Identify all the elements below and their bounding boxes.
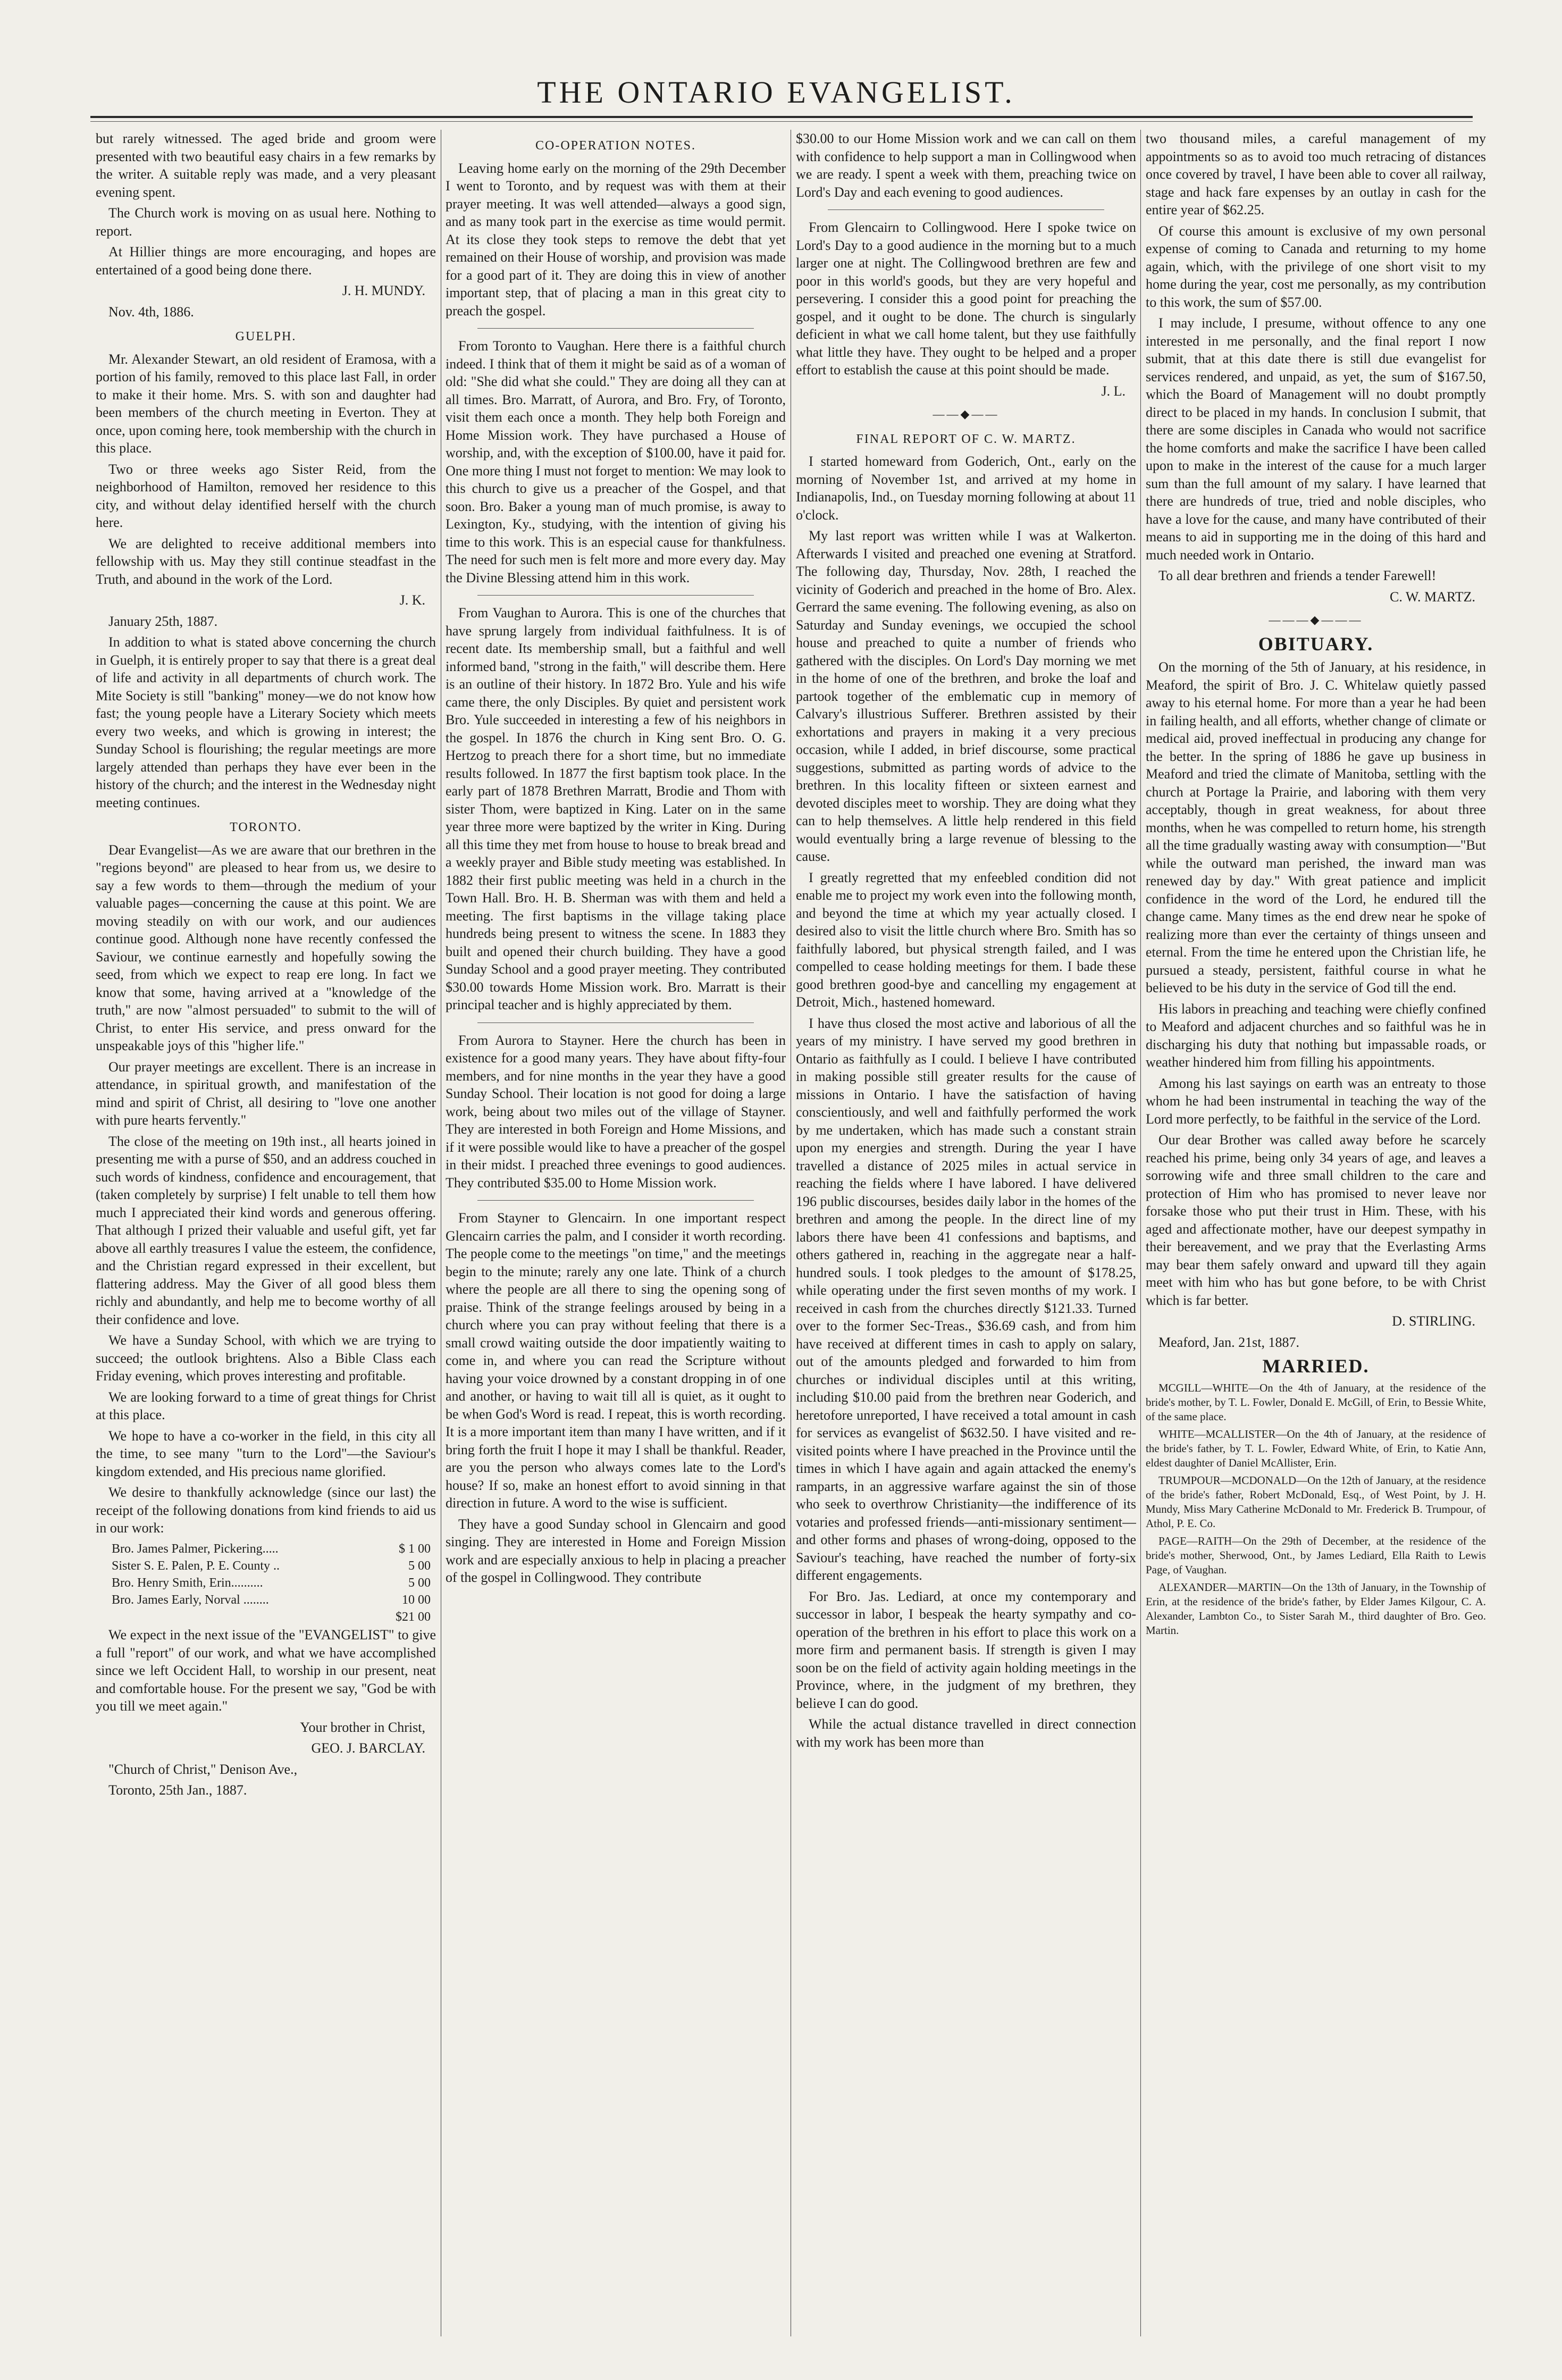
- paragraph: I have thus closed the most active and laborious of all the years of my ministry. I have served my good brethren in Ontario as faithfully as I could. I believe I have contributed in making possible still greater results for the cause of missions in Ontario. I have the satisfaction of having conscientiously, and well and faithfully performed the work by me undertaken, which has made such a constant strain upon my energies and strength. During the year I have travelled a distance of 2025 miles in actual service in reaching the fields where I have labored. I have delivered 196 public discourses, besides daily labor in the homes of the brethren and among the people. In the direct line of my labors there have been 41 confessions and baptisms, and others gathered in, reaching in the aggregate near a half-hundred souls. I took pledges to the amount of $178.25, while operating under the first seven months of my work. I received in cash from the churches directly $121.33. Turned over to the former Sec-Treas., $36.69 cash, and from him have received at different times in cash to apply on salary, out of the amounts pledged and forwarded to him from churches or individual disciples until at this writing, including $10.00 paid from the brethren near Goderich, and heretofore unreported, I have received a total amount in cash for services as evangelist of $632.50. I have visited and re-visited points where I have preached in the Province until the times in which I have again and again attacked the enemy's ramparts, in an aggressive warfare against the sin of those who seek to overthrow Christianity—the indifference of its votaries and professed friends—anti-missionary sentiment—and other forms and phases of wrong-doing, opposed to the Saviour's teaching, have reached the number of forty-six different engagements.: [796, 1015, 1136, 1583]
- marriage-notice: WHITE—MCALLISTER—On the 4th of January, at the residence of the bride's father, by T. L. Fowler, Edward White, of Erin, to Katie Ann, eldest daughter of Daniel McAllister, Erin.: [1146, 1427, 1486, 1469]
- column-1: [96, 130, 436, 2336]
- donation-amount: 10 00: [402, 1593, 431, 1607]
- divider: [477, 328, 754, 329]
- paragraph: To all dear brethren and friends a tender Farewell!: [1158, 568, 1437, 583]
- paragraph: Leaving home early on the morning of the 29th December I went to Toronto, and by request was with them at their prayer meeting. It was well attended—always a good sign, and as many took part in the exercise as time would permit. At its close they took steps to remove the debt that yet remained on their House of worship, and provision was made for a good part of it. They are doing this in view of another important step, that of placing a man in this great city to preach the gospel.: [446, 160, 786, 319]
- dateline: Nov. 4th, 1886.: [108, 304, 194, 320]
- closing: Your brother in Christ,: [300, 1719, 425, 1735]
- paragraph: We expect in the next issue of the "EVANGELIST" to give a full "report" of our work, and what we have accomplished since we left Occident Hall, to worship in our present, neat and comfortable house. For the present we say, "God be with you till we meet again.": [96, 1627, 436, 1714]
- donor-name: Sister S. E. Palen, P. E. County ..: [112, 1558, 280, 1573]
- donation-amount: 5 00: [408, 1576, 431, 1590]
- donation-row: [96, 1540, 436, 1557]
- paragraph: My last report was written while I was at Walkerton. Afterwards I visited and preached one evening at Stratford. The following day, Thursday, Nov. 28th, I reached the vicinity of Goderich and preached in the home of Bro. Alex. Gerrard the same evening. The following evening, as also on Saturday and Sunday evenings, we occupied the school house and preached to quite a number of friends who gathered with the disciples. On Lord's Day morning we met in the home of one of the brethren, and broke the loaf and partook together of the emblematic cup in memory of Calvary's illustrious Sufferer. Brethren assisted by their exhortations and prayers in making it a very precious occasion, while I added, in brief discourse, some practical suggestions, submitted as parting words of advice to the brethren. In this locality fifteen or sixteen earnest and devoted disciples meet to worship. They are doing what they can to help themselves. A little help rendered in this field would eventually bring a large revenue of blessing to the cause.: [796, 528, 1136, 864]
- signature: J. K.: [399, 592, 425, 608]
- paragraph: Of course this amount is exclusive of my own personal expense of coming to Canada and returning to my home again, which, with the privilege of one short visit to my home during the year, cost me personally, as my contribution to this work, the sum of $57.00.: [1146, 223, 1486, 310]
- column-divider: [1140, 130, 1141, 2336]
- dateline: Meaford, Jan. 21st, 1887.: [1158, 1334, 1300, 1350]
- paragraph: On the morning of the 5th of January, at his residence, in Meaford, the spirit of Bro. J. C. Whitelaw quietly passed away to his eternal home. For more than a year he had been in failing health, and all efforts, whether change of climate or medical aid, proved ineffectual in producing any change for the better. In the spring of 1886 he gave up business in Meaford and tried the climate of Manitoba, settling with the church at Portage la Prairie, and laboring with them very acceptably, though in great weakness, for about three months, when he was compelled to return home, his strength all the time gradually wasting away with consumption—"But while the outward man perished, the inward man was renewed day by day." With great patience and implicit confidence in the word of the Lord, he endured till the change came. Many times as the end drew near he spoke of realizing more than ever the certainty of things unseen and eternal. From the time he entered upon the Christian life, he pursued a steady, persistent, faithful course in what he believed to be his duty in the service of God till the end.: [1146, 659, 1486, 995]
- donation-row: [96, 1557, 436, 1574]
- paragraph: From Vaughan to Aurora. This is one of the churches that have sprung largely from individual faithfulness. It is of recent date. Its membership small, but a faithful and well informed band, "strong in the faith," will describe them. Here is an outline of their history. In 1872 Bro. Yule and his wife came there, the only Disciples. By quiet and persistent work Bro. Yule succeeded in interesting a few of his neighbors in the gospel. In 1876 the church in King sent Bro. O. G. Hertzog to preach there for a short time, but no immediate results followed. In 1877 the first baptism took place. In the early part of 1878 Brethren Marratt, Brodie and Thom with sister Thom, were baptized in King. Later on in the same year three more were baptized by the writer in King. During all this time they met from house to house to break bread and a weekly prayer and Bible study meeting was established. In 1882 their first public meeting was held in a church in the Town Hall. Bro. H. B. Sherman was with them and held a meeting. The first baptisms in the village taking place hundreds being present to witness the scene. In 1883 they built and opened their church building. They have a good Sunday School and a good prayer meeting. They contributed $30.00 towards Home Mission work. Bro. Marratt is their principal teacher and is highly appreciated by them.: [446, 605, 786, 1012]
- donor-name: Bro. James Early, Norval ........: [112, 1593, 269, 1607]
- address: "Church of Christ," Denison Ave.,: [108, 1761, 298, 1777]
- ornament-divider: ———◆———: [1269, 613, 1363, 626]
- paragraph: The close of the meeting on 19th inst., all hearts joined in presenting me with a purse of $50, and an address couched in such words of kindness, confidence and encouragement, that (taken completely by surprise) I felt unable to tell them how much I appreciated their kind words and generous offering. That although I prized their valuable and useful gift, yet far above all earthly treasures I value the esteem, the confidence, and the Christian regard expressed in their excellent, but flattering address. May the Giver of all good bless them richly and abundantly, and help me to become worthy of all their confidence and love.: [96, 1133, 436, 1327]
- paragraph: The Church work is moving on as usual here. Nothing to report.: [96, 205, 436, 239]
- signature: J. L.: [1101, 383, 1126, 399]
- paragraph: Mr. Alexander Stewart, an old resident of Eramosa, with a portion of his family, removed to this place last Fall, in order to make it their home. Mrs. S. with son and daughter had been members of the church meeting in Everton. They at once, upon coming here, took membership with the church in this place.: [96, 351, 436, 456]
- masthead-rule: [90, 116, 1473, 118]
- section-heading-obituary: OBITUARY.: [1258, 633, 1374, 655]
- paragraph: From Glencairn to Collingwood. Here I spoke twice on Lord's Day to a good audience in the morning but to a much larger one at night. The Collingwood brethren are few and poor in this world's goods, but they are very hopeful and persevering. I consider this a good point for preaching the gospel, and it ought to be done. The church is singularly deficient in what we call home talent, but they use faithfully what little they have. They ought to be helped and a proper effort to establish the cause at this point should be made.: [796, 220, 1136, 378]
- divider: [477, 595, 754, 596]
- column-4: [1146, 130, 1486, 2336]
- section-heading-toronto: TORONTO.: [230, 820, 302, 834]
- paragraph: We are looking forward to a time of great things for Christ at this place.: [96, 1389, 436, 1422]
- paragraph: We have a Sunday School, with which we are trying to succeed; the outlook brightens. Also a Bible Class each Friday evening, which proves interesting and profitable.: [96, 1333, 436, 1384]
- ornament-divider: ——◆——: [933, 407, 1000, 421]
- section-heading-married: MARRIED.: [1262, 1355, 1370, 1377]
- donation-amount: $ 1 00: [399, 1541, 431, 1556]
- divider: [828, 209, 1104, 210]
- marriage-notice: PAGE—RAITH—On the 29th of December, at the residence of the bride's mother, Sherwood, Ont., by James Lediard, Ella Raith to Lewis Page, of Vaughan.: [1146, 1534, 1486, 1576]
- donor-name: Bro. James Palmer, Pickering.....: [112, 1541, 279, 1556]
- paragraph: His labors in preaching and teaching were chiefly confined to Meaford and adjacent churches and so faithful was he in discharging his duty that nothing but impassable roads, or weather hindered him from filling his appointments.: [1146, 1001, 1486, 1070]
- section-heading-final-report: FINAL REPORT OF C. W. MARTZ.: [856, 432, 1076, 446]
- paragraph: In addition to what is stated above concerning the church in Guelph, it is entirely proper to say that there is a great deal of life and activity in all departments of church work. The Mite Society is still "banking" money—we do not know how fast; the young people have a Literary Society which meets every two weeks, and which is growing in interest; the Sunday School is flourishing; the regular meetings are more largely attended than perhaps they have ever been in the history of the church; and the interest in the Wednesday night meeting continues.: [96, 634, 436, 810]
- marriage-notice: TRUMPOUR—MCDONALD—On the 12th of January, at the residence of the bride's father, Robert McDonald, Esq., of West Point, by J. H. Mundy, Miss Mary Catherine McDonald to Mr. Frederick B. Trumpour, of Athol, P. E. Co.: [1146, 1473, 1486, 1530]
- masthead-title: THE ONTARIO EVANGELIST.: [537, 75, 1015, 110]
- paragraph: From Aurora to Stayner. Here the church has been in existence for a good many years. They have about fifty-four members, and for nine months in the year they have a good Sunday School. Their location is not good for doing a large work, being about two miles out of the village of Stayner. They are interested in both Foreign and Home Missions, and if it were possible would like to have a preacher of the gospel in their midst. I preached three evenings to good audiences. They contributed $35.00 to Home Mission work.: [446, 1032, 786, 1191]
- dateline: January 25th, 1887.: [108, 613, 218, 629]
- paragraph: I may include, I presume, without offence to any one interested in me personally, and the final report I now submit, that at this date there is still due evangelist for services rendered, and unpaid, as yet, the sum of $167.50, which the Board of Management will no doubt promptly direct to be placed in my hands. In conclusion I submit, that there are some disciples in Canada who would not sacrifice the home comforts and make the sacrifice I have been called upon to make in the interest of the cause for a much larger sum than the full amount of my salary. I have learned that there are hundreds of true, tried and noble disciples, who have a love for the cause, and many have contributed of their means to aid in supporting me in the doing of this hard and much needed work in Ontario.: [1146, 315, 1486, 563]
- paragraph: Two or three weeks ago Sister Reid, from the neighborhood of Hamilton, removed her residence to this city, and without delay identified herself with the church here.: [96, 461, 436, 530]
- paragraph: We hope to have a co-worker in the field, in this city all the time, to see many "turn to the Lord"—the Saviour's kingdom extended, and His precious name glorified.: [96, 1428, 436, 1479]
- paragraph: but rarely witnessed. The aged bride and groom were presented with two beautiful easy chairs in a few remarks by the writer. A suitable reply was made, and a very pleasant evening spent.: [96, 131, 436, 200]
- section-heading-cooperation: CO-OPERATION NOTES.: [535, 139, 696, 153]
- paragraph: two thousand miles, a careful management of my appointments so as to avoid too much retracing of distances once covered by travel, I have been able to cover all railway, stage and hack fare expenses by an outlay in cash for the entire year of $62.25.: [1146, 131, 1486, 217]
- paragraph: Our prayer meetings are excellent. There is an increase in attendance, in spiritual growth, and manifestation of the mind and spirit of Christ, all desiring to "love one another with pure hearts fervently.": [96, 1059, 436, 1128]
- divider: [477, 1200, 754, 1201]
- paragraph: We desire to thankfully acknowledge (since our last) the receipt of the following donations from kind friends to aid us in our work:: [96, 1485, 436, 1536]
- donation-total: $21 00: [396, 1610, 431, 1624]
- paragraph: Dear Evangelist—As we are aware that our brethren in the "regions beyond" are pleased to hear from us, we desire to say a few words to them—through the medium of your valuable pages—concerning the cause at this point. We are moving steadily on with our work, and our audiences continue good. Although none have recently confessed the Saviour, we continue earnestly and hopefully sowing the seed, from which we expect to reap ere long. In fact we know that some, having arrived at a "knowledge of the truth," are now "almost persuaded" to submit to the will of Christ, to enter His service, and press onward for the unspeakable joys of this "higher life.": [96, 842, 436, 1053]
- paragraph: While the actual distance travelled in direct connection with my work has been more than: [796, 1716, 1136, 1750]
- donation-row: [96, 1591, 436, 1608]
- paragraph: From Toronto to Vaughan. Here there is a faithful church indeed. I think that of them it might be said as of a woman of old: "She did what she could." They are doing all they can at all times. Bro. Marratt, of Aurora, and Bro. Fry, of Toronto, visit them each once a month. They help both Foreign and Home Mission work. They have purchased a House of worship, and, with the exception of $100.00, have it paid for. One more thing I must not forget to mention: We may look to this church to give us a preacher of the Gospel, and that soon. Bro. Baker a young man of much promise, is away to Lexington, Ky., studying, with the intention of giving his time to this work. This is an especial cause for thankfulness. The need for such men is felt more and more every day. May the Divine Blessing attend him in this work.: [446, 338, 786, 585]
- donation-list: [96, 1540, 436, 1627]
- section-heading-guelph: GUELPH.: [235, 330, 297, 343]
- donation-row: [96, 1574, 436, 1591]
- donor-name: Bro. Henry Smith, Erin..........: [112, 1576, 263, 1590]
- paragraph: $30.00 to our Home Mission work and we can call on them with confidence to help support a man in Collingwood when we are ready. I spent a week with them, preaching twice on Lord's Day and each evening to good audiences.: [796, 131, 1136, 200]
- marriage-notice: ALEXANDER—MARTIN—On the 13th of January, in the Township of Erin, at the residence of the bride's father, by Elder James Kilgour, C. A. Alexander, Lambton Co., to Sister Sarah M., third daughter of Bro. Geo. Martin.: [1146, 1580, 1486, 1637]
- column-3: [796, 130, 1136, 2336]
- signature: GEO. J. BARCLAY.: [311, 1740, 425, 1756]
- signature: D. STIRLING.: [1392, 1313, 1475, 1329]
- column-2: [446, 130, 786, 2336]
- paragraph: They have a good Sunday school in Glencairn and good singing. They are interested in Home and Foreign Mission work and are especially anxious to help in placing a preacher of the gospel in Collingwood. They contribute: [446, 1516, 786, 1585]
- signature: J. H. MUNDY.: [342, 283, 425, 298]
- paragraph: Our dear Brother was called away before he scarcely reached his prime, being only 34 years of age, and leaves a sorrowing wife and three small children to the care and protection of Him who has promised to never leave nor forsake those who put their trust in Him. These, with his aged and affectionate mother, have our deepest sympathy in their bereavement, and we pray that the Everlasting Arms may bear them safely onward and upward till they again meet with him who has but gone before, to be with Christ which is far better.: [1146, 1132, 1486, 1308]
- paragraph: At Hillier things are more encouraging, and hopes are entertained of a good being done there.: [96, 244, 436, 278]
- paragraph: We are delighted to receive additional members into fellowship with us. May they still continue steadfast in the Truth, and abound in the work of the Lord.: [96, 535, 436, 587]
- paragraph: From Stayner to Glencairn. In one important respect Glencairn carries the palm, and I consider it worth recording. The people come to the meetings "on time," and the meetings begin to the minute; rarely any one late. Think of a church where the people are all there to sing the opening song of praise. Think of the strange feelings aroused by being in a church where you can pray without feeling that there is a small crowd waiting outside the door impatiently waiting to come in, and where you can read the Scripture without having your voice drowned by a constant dropping in of one and another, or having to wait till all is quiet, as it ought to be when God's Word is read. I repeat, this is worth recording. It is a more important item than many I have written, and if it bring forth the fruit I hope it may I shall be thankful. Reader, are you the person who always comes late to the Lord's house? If so, make an honest effort to avoid sinning in that direction in future. A word to the wise is sufficient.: [446, 1210, 786, 1511]
- paragraph: I started homeward from Goderich, Ont., early on the morning of November 1st, and arrived at my home in Indianapolis, Ind., on Tuesday morning following at about 11 o'clock.: [796, 454, 1136, 523]
- dateline: Toronto, 25th Jan., 1887.: [108, 1782, 247, 1798]
- donation-amount: 5 00: [408, 1558, 431, 1573]
- paragraph: I greatly regretted that my enfeebled condition did not enable me to project my work even into the following month, and beyond the time at which my year actually closed. I desired also to visit the little church where Bro. Smith has so faithfully labored, but physical strength failed, and I was compelled to cease holding meetings for them. I bade these good brethren good-bye and cancelling my engagement at Detroit, Mich., hastened homeward.: [796, 869, 1136, 1010]
- masthead-rule-thin: [90, 121, 1473, 122]
- marriage-notice: MCGILL—WHITE—On the 4th of January, at the residence of the bride's mother, by T. L. Fowler, Donald E. McGill, of Erin, to Bessie White, of the same place.: [1146, 1381, 1486, 1423]
- paragraph: For Bro. Jas. Lediard, at once my contemporary and successor in labor, I bespeak the hearty sympathy and co-operation of the brethren in his effort to place this work on a more firm and permanent basis. If strength is given I may soon be on the field of activity again holding meetings in the Province, where, in the judgment of my brethren, they believe I can do good.: [796, 1588, 1136, 1711]
- signature: C. W. MARTZ.: [1390, 589, 1475, 605]
- paragraph: Among his last sayings on earth was an entreaty to those whom he had been instrumental in teaching the way of the Lord more perfectly, to be faithful in the service of the Lord.: [1146, 1075, 1486, 1127]
